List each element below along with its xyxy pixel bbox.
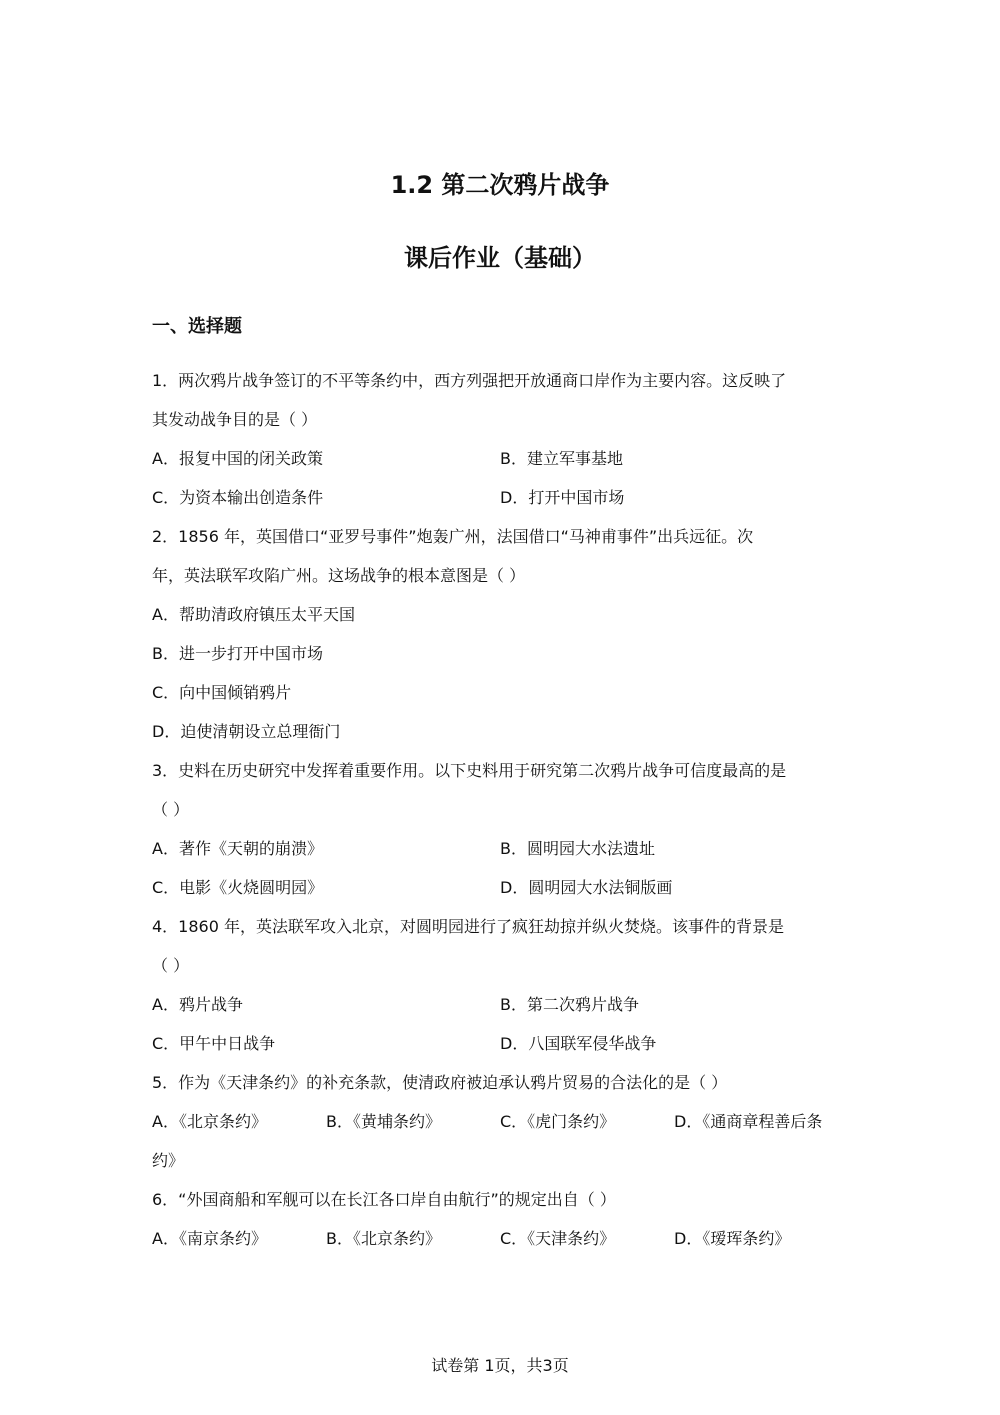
question-list <box>152 366 852 1263</box>
question-stem-line: 6．“外国商船和军舰可以在长江各口岸自由航行”的规定出自（ ） <box>152 1190 616 1209</box>
option-c[interactable]: C．为资本输出创造条件 <box>152 488 324 507</box>
document-subtitle: 课后作业（基础） <box>404 244 596 272</box>
document-title: 1.2 第二次鸦片战争 <box>390 171 610 199</box>
question-stem-line: 年，英法联军攻陷广州。这场战争的根本意图是（ ） <box>152 566 526 585</box>
option-row <box>152 834 852 873</box>
question-stem-line: 3．史料在历史研究中发挥着重要作用。以下史料用于研究第二次鸦片战争可信度最高的是 <box>152 761 787 780</box>
option-c[interactable]: C．《天津条约》 <box>500 1229 616 1248</box>
section-heading: 一、选择题 <box>152 316 242 337</box>
option-row <box>152 1224 852 1263</box>
question-3 <box>152 756 852 912</box>
option-d[interactable]: D．《通商章程善后条 <box>674 1112 823 1131</box>
option-d-wrap: 约》 <box>152 1151 185 1170</box>
question-stem-line: （ ） <box>152 956 190 975</box>
option-b[interactable]: B．进一步打开中国市场 <box>152 644 323 663</box>
option-a[interactable]: A．帮助清政府镇压太平天国 <box>152 605 355 624</box>
option-c[interactable]: C．向中国倾销鸦片 <box>152 683 292 702</box>
option-row <box>152 483 852 522</box>
option-d[interactable]: D．圆明园大水法铜版画 <box>500 878 673 897</box>
question-stem-line: 其发动战争目的是（ ） <box>152 410 318 429</box>
option-d[interactable]: D．迫使清朝设立总理衙门 <box>152 722 341 741</box>
page-footer: 试卷第 1页，共3页 <box>431 1356 569 1375</box>
option-row <box>152 873 852 912</box>
option-b[interactable]: B．第二次鸦片战争 <box>500 995 639 1014</box>
option-b[interactable]: B．《黄埔条约》 <box>326 1112 441 1131</box>
option-b[interactable]: B．圆明园大水法遗址 <box>500 839 655 858</box>
option-d[interactable]: D．八国联军侵华战争 <box>500 1034 657 1053</box>
option-a[interactable]: A．著作《天朝的崩溃》 <box>152 839 323 858</box>
option-d[interactable]: D．打开中国市场 <box>500 488 625 507</box>
option-a[interactable]: A．报复中国的闭关政策 <box>152 449 323 468</box>
question-stem-line: 5．作为《天津条约》的补充条款，使清政府被迫承认鸦片贸易的合法化的是（ ） <box>152 1073 728 1092</box>
question-4 <box>152 912 852 1068</box>
option-a[interactable]: A．鸦片战争 <box>152 995 243 1014</box>
option-d[interactable]: D．《瑷珲条约》 <box>674 1229 791 1248</box>
question-stem-line: 4．1860 年，英法联军攻入北京，对圆明园进行了疯狂劫掠并纵火焚烧。该事件的背景是 <box>152 917 784 936</box>
question-2 <box>152 522 852 756</box>
question-stem-line: （ ） <box>152 800 190 819</box>
question-6 <box>152 1185 852 1263</box>
option-row <box>152 990 852 1029</box>
question-1 <box>152 366 852 522</box>
option-row <box>152 1107 852 1146</box>
option-a[interactable]: A．《北京条约》 <box>152 1112 267 1131</box>
option-c[interactable]: C．电影《火烧圆明园》 <box>152 878 324 897</box>
option-row <box>152 1029 852 1068</box>
option-c[interactable]: C．甲午中日战争 <box>152 1034 276 1053</box>
option-b[interactable]: B．《北京条约》 <box>326 1229 441 1248</box>
option-row <box>152 444 852 483</box>
question-5 <box>152 1068 852 1185</box>
question-stem-line: 2．1856 年，英国借口“亚罗号事件”炮轰广州，法国借口“马神甫事件”出兵远征。次 <box>152 527 754 546</box>
option-c[interactable]: C．《虎门条约》 <box>500 1112 616 1131</box>
question-stem-line: 1．两次鸦片战争签订的不平等条约中，西方列强把开放通商口岸作为主要内容。这反映了 <box>152 371 787 390</box>
option-b[interactable]: B．建立军事基地 <box>500 449 623 468</box>
option-a[interactable]: A．《南京条约》 <box>152 1229 267 1248</box>
